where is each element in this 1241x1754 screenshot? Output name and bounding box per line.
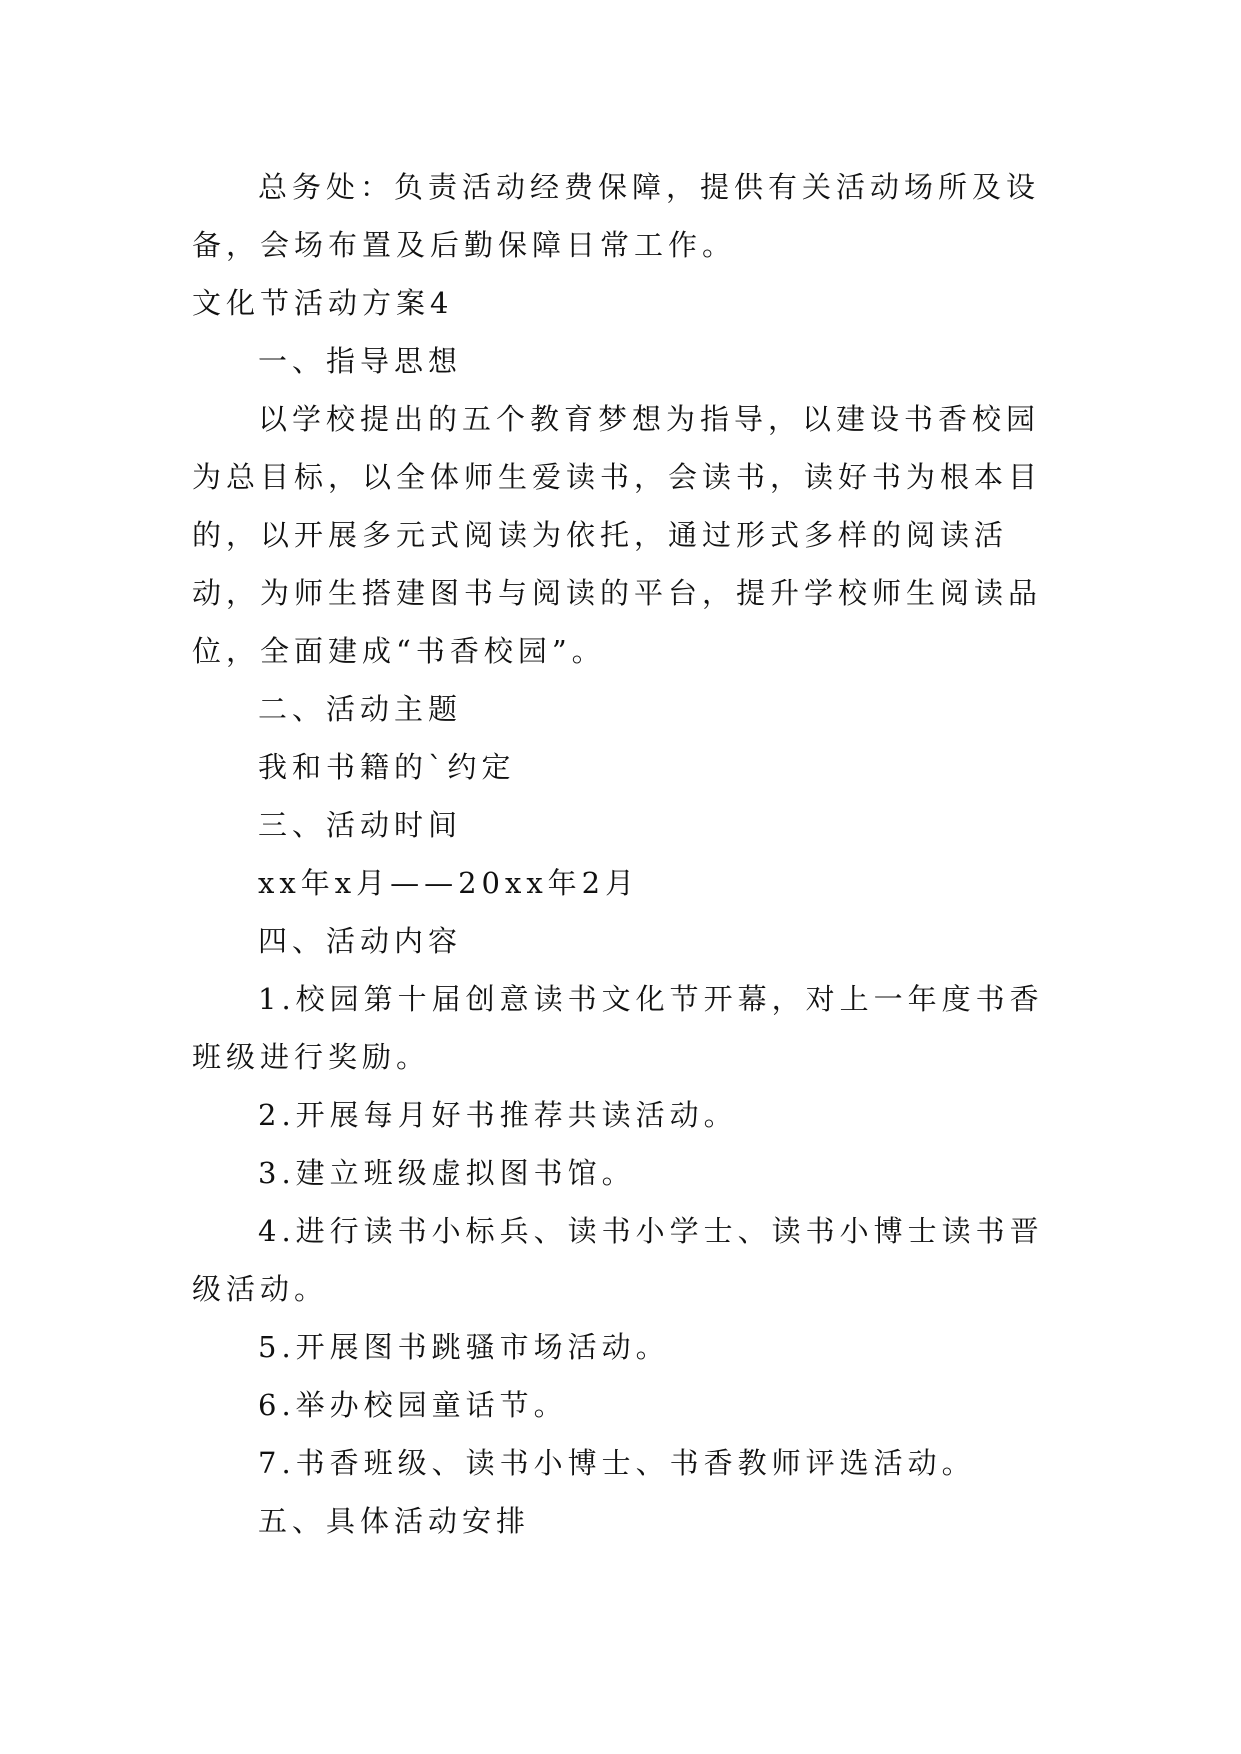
document-body bbox=[192, 158, 1052, 1550]
section-heading-plan-4: 文化节活动方案4 bbox=[192, 286, 454, 320]
list-item-3: 3.建立班级虚拟图书馆。 bbox=[258, 1156, 636, 1190]
list-item-2: 2.开展每月好书推荐共读活动。 bbox=[258, 1098, 738, 1132]
paragraph-general-affairs: 总务处：负责活动经费保障，提供有关活动场所及设备，会场布置及后勤保障日常工作。 bbox=[192, 170, 1041, 262]
heading-guiding-ideology: 一、指导思想 bbox=[258, 344, 463, 378]
list-item-6: 6.举办校园童话节。 bbox=[258, 1388, 568, 1422]
heading-specific-arrangements: 五、具体活动安排 bbox=[258, 1504, 531, 1538]
list-item-4: 4.进行读书小标兵、读书小学士、读书小博士读书晋级活动。 bbox=[192, 1214, 1044, 1306]
list-item-5: 5.开展图书跳骚市场活动。 bbox=[258, 1330, 670, 1364]
paragraph-activity-theme: 我和书籍的`约定 bbox=[258, 750, 516, 784]
paragraph-guiding-ideology: 以学校提出的五个教育梦想为指导，以建设书香校园为总目标，以全体师生爱读书，会读书，读好书为根本目的，以开展多元式阅读为依托，通过形式多样的阅读活动，为师生搭建图书与阅读的平台，提升学校师生阅读品位，全面建成“书香校园”。 bbox=[192, 402, 1043, 668]
heading-activity-content: 四、活动内容 bbox=[258, 924, 463, 958]
heading-activity-time: 三、活动时间 bbox=[258, 808, 463, 842]
list-item-1: 1.校园第十届创意读书文化节开幕，对上一年度书香班级进行奖励。 bbox=[192, 982, 1044, 1074]
heading-activity-theme: 二、活动主题 bbox=[258, 692, 463, 726]
paragraph-activity-time: xx年x月——20xx年2月 bbox=[258, 866, 640, 900]
list-item-7: 7.书香班级、读书小博士、书香教师评选活动。 bbox=[258, 1446, 976, 1480]
